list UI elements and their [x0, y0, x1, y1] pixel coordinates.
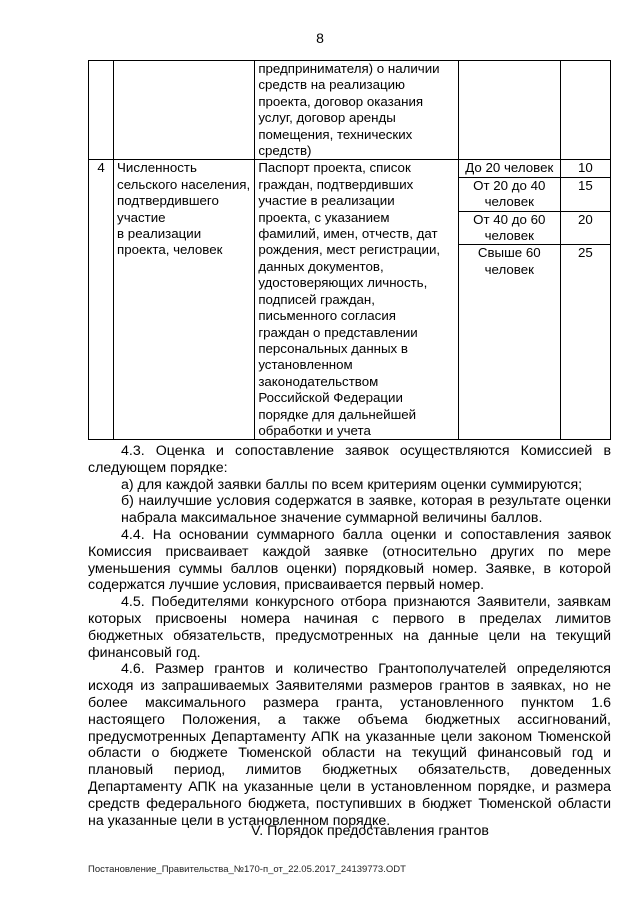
- points-item: [561, 212, 610, 246]
- range-line: человек: [484, 261, 534, 277]
- name-line: проекта, человек: [117, 242, 223, 258]
- points-item: [561, 160, 610, 177]
- points-value: 10: [578, 160, 593, 176]
- name-line: в реализации: [117, 226, 202, 242]
- doc-line: проекта, с указанием: [258, 209, 390, 225]
- doc-line: граждан, подтвердивших: [258, 176, 414, 192]
- doc-line: проекта, договор оказания: [258, 93, 424, 109]
- doc-line: порядке для дальнейшей: [258, 406, 417, 422]
- page-number: 8: [316, 30, 324, 46]
- paragraph-4-4: 4.4. На основании суммарного балла оценки и сопоставления заявок Комиссия присваивает каждой заявке (относительно других по мере уменьшения суммы баллов оценки) порядковый номер. Заявке, в которой содержатся лучшие условия, присваивается первый номер.: [88, 526, 611, 594]
- paragraph-4-5: 4.5. Победителями конкурсного отбора признаются Заявители, заявкам которых присвоены номера начиная с первого в пределах лимитов бюджетных обязательств, предусмотренных на данные цели на текущий финансовый год.: [88, 594, 611, 661]
- doc-line: средств на реализацию: [258, 77, 406, 93]
- doc-line: участие в реализации: [258, 193, 395, 209]
- table-row-4: [89, 160, 611, 440]
- section-heading: V. Порядок предоставления грантов: [251, 823, 489, 839]
- range-line: человек: [484, 194, 534, 210]
- doc-line: данных документов,: [258, 258, 384, 274]
- points-value: 25: [578, 245, 593, 261]
- name-line: сельского населения,: [117, 176, 251, 192]
- doc-line: средств): [258, 143, 312, 159]
- document-footer: Постановление_Правительства_№170-п_от_22.05.2017_24139773.ODT: [88, 864, 406, 875]
- range-line: От 20 до 40: [473, 177, 546, 193]
- name-line: Численность: [117, 160, 197, 176]
- points-cell: [560, 160, 610, 440]
- table-row-continued: [89, 61, 611, 160]
- value-cell: [458, 61, 560, 160]
- documents-cell: [255, 160, 458, 440]
- doc-line: услуг, договор аренды: [258, 110, 396, 126]
- range-item: [459, 212, 560, 246]
- range-line: Свыше 60: [477, 245, 541, 261]
- doc-line: персональных данных в: [258, 340, 408, 356]
- doc-line: законодательством: [258, 373, 379, 389]
- range-item: [459, 245, 560, 278]
- list-item-a: а) для каждой заявки баллы по всем критериям оценки суммируются;: [121, 476, 583, 493]
- range-cell: [458, 160, 560, 440]
- row-number-cell: 4: [89, 160, 114, 440]
- doc-line: рождения, мест регистрации,: [258, 242, 441, 258]
- doc-line: Паспорт проекта, список: [258, 160, 411, 176]
- doc-line: обработки и учета: [258, 422, 371, 438]
- points-value: 15: [578, 177, 593, 193]
- list-item-b: б) наилучшие условия содержатся в заявке, которая в результате оценки набрала максимальное значение суммарной величины баллов.: [121, 493, 611, 527]
- criterion-name-cell: [114, 61, 255, 160]
- criterion-name-cell: [114, 160, 255, 440]
- points-cell: [560, 61, 610, 160]
- range-line: От 40 до 60: [473, 211, 546, 227]
- points-value: 20: [578, 211, 593, 227]
- doc-line: фамилий, имен, отчеств, дат: [258, 226, 438, 242]
- name-line: участие: [117, 209, 166, 225]
- paragraph-4-6: 4.6. Размер грантов и количество Грантополучателей определяются исходя из запрашиваемых Заявителями размеров грантов в заявках, но не более максимального размера гранта, установленного пунктом 1.6 настоящего Положения, а также объема бюджетных ассигнований, предусмотренных Департаменту АПК на указанные цели законом Тюменской области о бюджете Тюменской области на текущий финансовый год и плановый период, лимитов бюджетных обязательств, доведенных Департаменту АПК на указанные цели в установленном порядке, и размера средств федерального бюджета, поступивших в бюджет Тюменской области на указанные цели в установленном порядке.: [88, 661, 611, 829]
- doc-line: помещения, технических: [258, 126, 413, 142]
- criteria-table: [88, 60, 611, 440]
- range-line: человек: [484, 228, 534, 244]
- range-item: [459, 160, 560, 177]
- row-number-cell: [89, 61, 114, 160]
- doc-line: удостоверяющих личность,: [258, 275, 428, 291]
- documents-cell: [255, 61, 458, 160]
- doc-line: подписей граждан,: [258, 291, 375, 307]
- doc-line: Российской Федерации: [258, 390, 403, 406]
- doc-line: предпринимателя) о наличии: [258, 61, 440, 76]
- range-item: [459, 178, 560, 212]
- points-item: [561, 245, 610, 261]
- name-line: подтвердившего: [117, 193, 219, 209]
- body-text: [88, 443, 611, 829]
- doc-line: граждан о представлении: [258, 324, 418, 340]
- range-line: До 20 человек: [465, 160, 554, 176]
- doc-line: установленном: [258, 357, 353, 373]
- paragraph-4-3: 4.3. Оценка и сопоставление заявок осуществляются Комиссией в следующем порядке:: [88, 443, 611, 476]
- points-item: [561, 178, 610, 212]
- doc-line: письменного согласия: [258, 308, 396, 324]
